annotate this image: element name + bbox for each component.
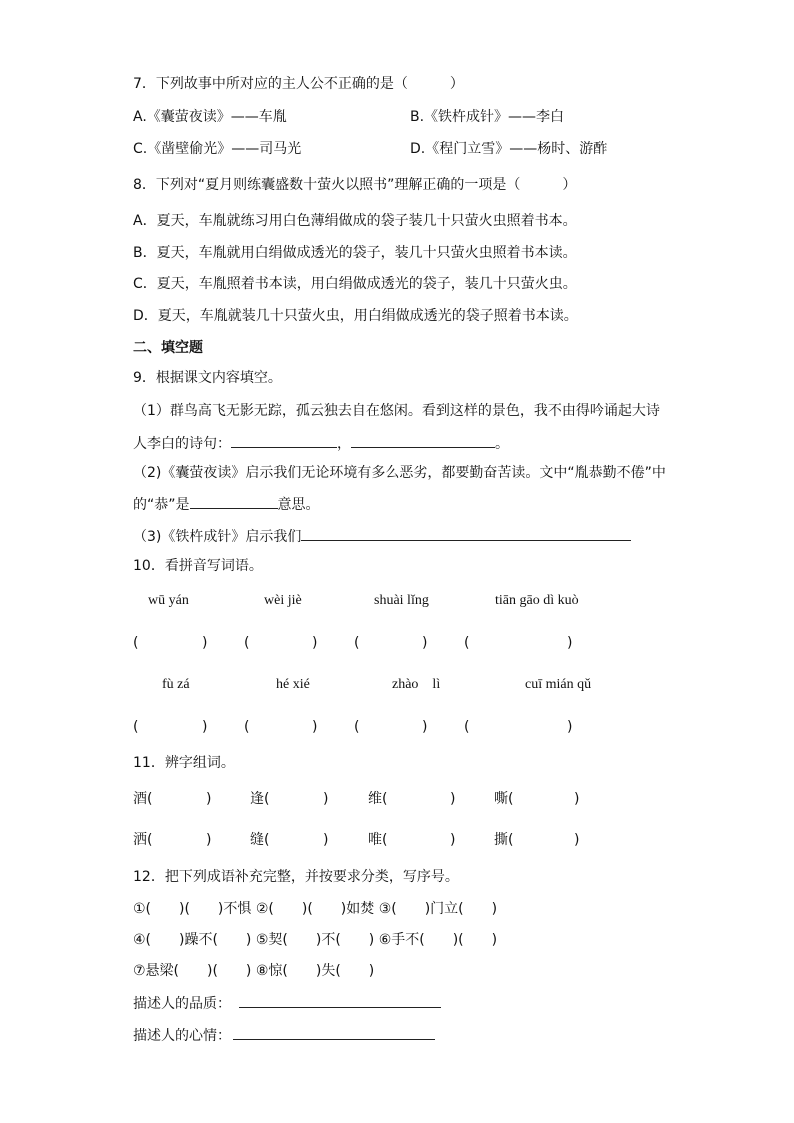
q11-close-8: ) (574, 832, 580, 848)
q7-option-a: A.《囊萤夜读》——车胤 (133, 109, 287, 125)
answer-box-8-close: ) (567, 719, 573, 735)
section-heading: 二、填空题 (133, 340, 203, 356)
q12-category-character-label: 描述人的品质： (133, 996, 231, 1012)
answer-box-2-close: ) (312, 635, 318, 651)
answer-box-1-close: ) (202, 635, 208, 651)
answer-box-6-close: ) (312, 719, 318, 735)
q12-idioms-line3: ⑦悬梁( )( ) ⑧惊( )失( ) (133, 963, 375, 979)
pinyin-5: fù zá (162, 677, 190, 692)
q11-close-3: ) (450, 791, 456, 807)
pinyin-7: zhào lì (392, 677, 441, 692)
q9-stem: 9．根据课文内容填空。 (133, 370, 282, 386)
q11-close-4: ) (574, 791, 580, 807)
q11-stem: 11．辨字组词。 (133, 755, 235, 771)
q11-close-1: ) (206, 791, 212, 807)
q12-idioms-line1: ①( )( )不惧 ②( )( )如焚 ③( )门立( ) (133, 901, 498, 917)
answer-box-4-open: ( (464, 635, 470, 651)
answer-box-6-open: ( (244, 719, 250, 735)
q8-option-c: C．夏天，车胤照着书本读，用白绢做成透光的袋子，装几十只萤火虫。 (133, 276, 577, 292)
pinyin-8: cuī mián qǔ (525, 677, 592, 692)
q9-period: 。 (495, 436, 509, 452)
answer-box-4-close: ) (567, 635, 573, 651)
answer-box-7-open: ( (354, 719, 360, 735)
pinyin-6: hé xié (276, 677, 310, 692)
answer-box-2-open: ( (244, 635, 250, 651)
answer-box-7-close: ) (422, 719, 428, 735)
q9-blank-2[interactable] (351, 432, 495, 448)
q10-stem: 10．看拼音写词语。 (133, 558, 263, 574)
q9-part1-prefix: 人李白的诗句： (133, 436, 231, 452)
q12-idioms-line2: ④( )躁不( ) ⑤契( )不( ) ⑥手不( )( ) (133, 932, 498, 948)
q8-stem: 8．下列对“夏月则练囊盛数十萤火以照书”理解正确的一项是（ ） (133, 177, 577, 193)
q12-blank-character[interactable] (239, 992, 441, 1008)
q11-char-8: 撕( (494, 832, 514, 848)
q12-blank-mood[interactable] (233, 1024, 435, 1040)
q11-char-5: 洒( (133, 832, 153, 848)
q11-char-6: 缝( (250, 832, 270, 848)
q8-option-a: A．夏天，车胤就练习用白色薄绢做成的袋子装几十只萤火虫照着书本。 (133, 213, 577, 229)
answer-box-1-open: ( (133, 635, 139, 651)
q9-part3-prefix: （3)《铁杵成针》启示我们 (133, 529, 302, 545)
answer-box-3-close: ) (422, 635, 428, 651)
q11-close-2: ) (323, 791, 329, 807)
q9-blank-3[interactable] (190, 493, 278, 509)
q11-char-1: 酒( (133, 791, 153, 807)
answer-box-5-open: ( (133, 719, 139, 735)
q11-char-4: 嘶( (494, 791, 514, 807)
q7-stem: 7．下列故事中所对应的主人公不正确的是（ ） (133, 76, 464, 92)
q7-option-b: B.《铁杵成针》——李白 (410, 109, 565, 125)
q9-part2-prefix: 的“恭”是 (133, 497, 190, 513)
q11-char-3: 维( (368, 791, 388, 807)
answer-box-3-open: ( (354, 635, 360, 651)
q12-category-character (133, 992, 441, 1014)
q9-blank-4[interactable] (301, 525, 631, 541)
answer-box-5-close: ) (202, 719, 208, 735)
q9-part1-line2 (133, 432, 509, 454)
q11-char-7: 唯( (368, 832, 388, 848)
q12-category-mood (133, 1024, 435, 1046)
q9-part2-line1: （2)《囊萤夜读》启示我们无论环境有多么恶劣，都要勤奋苦读。文中“胤恭勤不倦”中 (133, 465, 666, 481)
q7-option-d: D.《程门立雪》——杨时、游酢 (410, 141, 608, 157)
q12-category-mood-label: 描述人的心情： (133, 1028, 231, 1044)
q9-comma: ， (337, 436, 351, 452)
q8-option-b: B．夏天，车胤就用白绢做成透光的袋子，装几十只萤火虫照着书本读。 (133, 245, 577, 261)
q11-close-5: ) (206, 832, 212, 848)
q9-part2-suffix: 意思。 (277, 497, 320, 513)
q11-close-7: ) (450, 832, 456, 848)
q9-part2-line2 (133, 493, 320, 515)
q8-option-d: D．夏天，车胤就装几十只萤火虫，用白绢做成透光的袋子照着书本读。 (133, 308, 578, 324)
q9-blank-1[interactable] (231, 432, 337, 448)
q12-stem: 12．把下列成语补充完整，并按要求分类，写序号。 (133, 869, 459, 885)
q9-part3 (133, 525, 631, 547)
pinyin-1: wū yán (148, 593, 189, 608)
q11-close-6: ) (323, 832, 329, 848)
q7-option-c: C.《凿壁偷光》——司马光 (133, 141, 302, 157)
pinyin-2: wèi jiè (264, 593, 302, 608)
pinyin-4: tiān gāo dì kuò (495, 593, 579, 608)
answer-box-8-open: ( (464, 719, 470, 735)
q9-part1-line1: （1）群鸟高飞无影无踪，孤云独去自在悠闲。看到这样的景色，我不由得吟诵起大诗 (133, 403, 660, 419)
pinyin-3: shuài lǐng (374, 593, 429, 608)
q11-char-2: 逢( (250, 791, 270, 807)
